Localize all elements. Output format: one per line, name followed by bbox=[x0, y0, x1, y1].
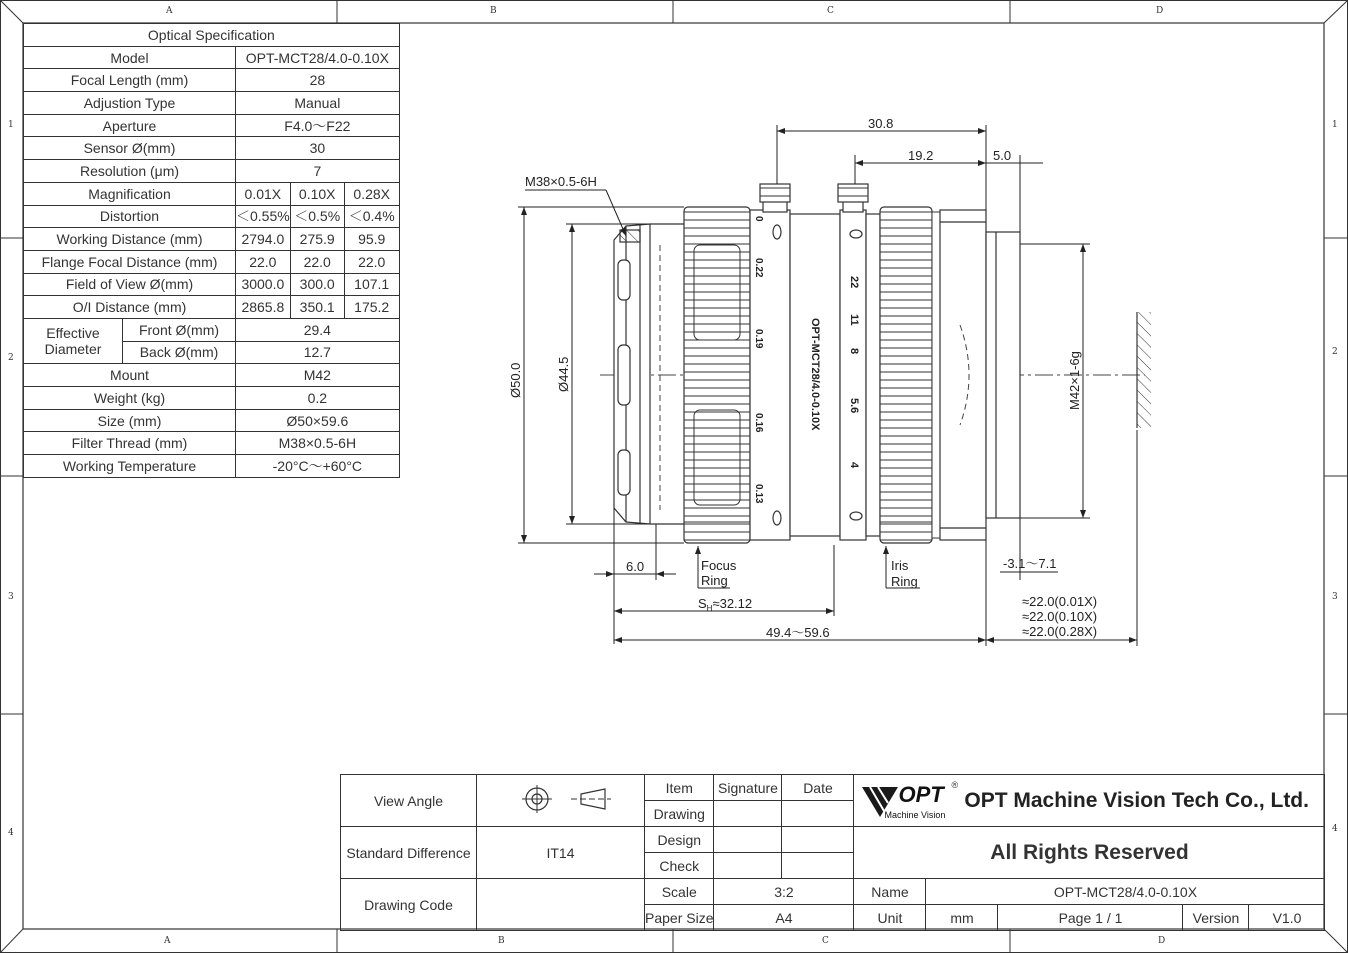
company-cell bbox=[854, 775, 1325, 827]
spec-value: 12.7 bbox=[236, 341, 400, 364]
focus-ring-label: Focus bbox=[701, 558, 737, 573]
spec-value: 0.2 bbox=[236, 387, 400, 410]
zone-col-b-bottom: B bbox=[498, 936, 505, 946]
spec-label: Effective Diameter bbox=[24, 318, 123, 363]
dim-dia-44-5: Ø44.5 bbox=[556, 356, 571, 392]
spec-label: Filter Thread (mm) bbox=[24, 432, 236, 455]
page-value: Page 1 / 1 bbox=[998, 905, 1183, 931]
unit-label: Unit bbox=[854, 905, 926, 931]
spec-title: Optical Specification bbox=[24, 24, 400, 47]
opt-logo bbox=[860, 780, 960, 822]
spec-label: Working Distance (mm) bbox=[24, 228, 236, 251]
item-label: Item bbox=[645, 775, 714, 801]
name-value: OPT-MCT28/4.0-0.10X bbox=[926, 879, 1325, 905]
spec-label: Model bbox=[24, 46, 236, 69]
spec-label: Sensor Ø(mm) bbox=[24, 137, 236, 160]
rear-barrel bbox=[940, 210, 1020, 540]
spec-label: Field of View Ø(mm) bbox=[24, 273, 236, 296]
image-plane bbox=[1137, 312, 1151, 428]
spec-value: 175.2 bbox=[344, 296, 399, 319]
iris-ring bbox=[866, 207, 940, 543]
lens-body bbox=[790, 184, 868, 540]
dim-19-2: 19.2 bbox=[908, 148, 934, 163]
spec-value: 29.4 bbox=[236, 318, 400, 341]
zone-col-d-bottom: D bbox=[1158, 936, 1166, 946]
design-date bbox=[782, 827, 854, 853]
dim-ffd-1: ≈22.0(0.01X) bbox=[1022, 594, 1098, 609]
dim-thread-front: M38×0.5-6H bbox=[525, 174, 597, 189]
front-ring bbox=[614, 224, 684, 524]
spec-label: Focal Length (mm) bbox=[24, 69, 236, 92]
signature-label: Signature bbox=[714, 775, 782, 801]
check-signature bbox=[714, 853, 782, 879]
zone-col-c-bottom: C bbox=[822, 936, 829, 946]
spec-label: Adjustion Type bbox=[24, 92, 236, 115]
spec-value: ＜0.5% bbox=[290, 205, 344, 228]
dim-dia-50: Ø50.0 bbox=[508, 362, 523, 398]
opt-logo-sub: Machine Vision bbox=[884, 809, 946, 820]
focus-scale-mark: 0.19 bbox=[753, 329, 764, 349]
spec-label: Distortion bbox=[24, 205, 236, 228]
std-diff-value: IT14 bbox=[477, 827, 645, 879]
spec-value: 0.01X bbox=[236, 182, 291, 205]
projection-symbol-icon bbox=[511, 784, 611, 814]
zone-row-1-left: 1 bbox=[8, 120, 14, 130]
zone-col-d-top: D bbox=[1156, 6, 1164, 16]
spec-label: O/I Distance (mm) bbox=[24, 296, 236, 319]
spec-value: 95.9 bbox=[344, 228, 399, 251]
zone-row-2-right: 2 bbox=[1332, 347, 1338, 357]
zone-col-c-top: C bbox=[827, 6, 834, 16]
dim-6-0: 6.0 bbox=[626, 559, 645, 574]
view-angle-label: View Angle bbox=[341, 775, 477, 827]
company-name: OPT Machine Vision Tech Co., Ltd. bbox=[964, 788, 1309, 812]
zone-row-4-left: 4 bbox=[8, 828, 14, 838]
iris-scale-mark: 5.6 bbox=[848, 398, 860, 414]
drawing-code-label: Drawing Code bbox=[341, 879, 477, 931]
dim-sh-val: ≈32.12 bbox=[712, 596, 753, 611]
spec-value: M38×0.5-6H bbox=[236, 432, 400, 455]
iris-ring-label-2: Ring bbox=[891, 574, 918, 589]
drawing-date bbox=[782, 801, 854, 827]
zone-row-4-right: 4 bbox=[1332, 824, 1338, 834]
dim-ffd-2: ≈22.0(0.10X) bbox=[1022, 609, 1098, 624]
dim-sh-sub: H bbox=[706, 604, 713, 613]
spec-value: 2794.0 bbox=[236, 228, 291, 251]
spec-value: 0.28X bbox=[344, 182, 399, 205]
zone-row-3-left: 3 bbox=[8, 592, 14, 602]
spec-value: 275.9 bbox=[290, 228, 344, 251]
std-diff-label: Standard Difference bbox=[341, 827, 477, 879]
design-label: Design bbox=[645, 827, 714, 853]
spec-value: 0.10X bbox=[290, 182, 344, 205]
spec-value: 3000.0 bbox=[236, 273, 291, 296]
scale-label: Scale bbox=[645, 879, 714, 905]
focus-scale-mark: 0.13 bbox=[753, 484, 764, 504]
spec-label: Back Ø(mm) bbox=[123, 341, 236, 364]
scale-value: 3:2 bbox=[714, 879, 854, 905]
zone-row-1-right: 1 bbox=[1332, 120, 1338, 130]
spec-label: Size (mm) bbox=[24, 409, 236, 432]
zone-row-3-right: 3 bbox=[1332, 592, 1338, 602]
zone-col-b-top: B bbox=[490, 6, 497, 16]
spec-value: 22.0 bbox=[290, 250, 344, 273]
date-label: Date bbox=[782, 775, 854, 801]
iris-ring-label: Iris bbox=[891, 558, 909, 573]
spec-label: Front Ø(mm) bbox=[123, 318, 236, 341]
view-angle-symbol bbox=[477, 775, 645, 827]
check-date bbox=[782, 853, 854, 879]
iris-scale-mark: 8 bbox=[848, 348, 860, 355]
spec-label: Working Temperature bbox=[24, 455, 236, 478]
unit-value: mm bbox=[926, 905, 998, 931]
dim-ffd-3: ≈22.0(0.28X) bbox=[1022, 624, 1098, 639]
spec-value: 2865.8 bbox=[236, 296, 291, 319]
registered-mark: ® bbox=[951, 779, 959, 790]
spec-label: Flange Focal Distance (mm) bbox=[24, 250, 236, 273]
spec-value: 30 bbox=[236, 137, 400, 160]
version-label: Version bbox=[1183, 905, 1249, 931]
spec-value: 300.0 bbox=[290, 273, 344, 296]
iris-scale-mark: 11 bbox=[848, 314, 860, 326]
paper-value: A4 bbox=[714, 905, 854, 931]
spec-label: Mount bbox=[24, 364, 236, 387]
focus-ring bbox=[684, 207, 750, 543]
dim-mount-thread: M42×1-6g bbox=[1067, 351, 1082, 410]
zone-row-2-left: 2 bbox=[8, 353, 14, 363]
spec-label: Magnification bbox=[24, 182, 236, 205]
focus-scale-mark: 0.22 bbox=[753, 258, 764, 278]
spec-value: 22.0 bbox=[236, 250, 291, 273]
spec-value: 107.1 bbox=[344, 273, 399, 296]
spec-value: 7 bbox=[236, 160, 400, 183]
dim-3-1-7-1: -3.1～7.1 bbox=[1003, 556, 1057, 571]
drawing-label: Drawing bbox=[645, 801, 714, 827]
spec-value: Manual bbox=[236, 92, 400, 115]
rights-text: All Rights Reserved bbox=[854, 827, 1325, 879]
spec-value: F4.0～F22 bbox=[236, 114, 400, 137]
zone-col-a-top: A bbox=[166, 6, 173, 16]
spec-value: M42 bbox=[236, 364, 400, 387]
design-signature bbox=[714, 827, 782, 853]
drawing-signature bbox=[714, 801, 782, 827]
iris-scale-mark: 22 bbox=[848, 276, 860, 289]
drawing-code-value bbox=[477, 879, 645, 931]
dim-overall: 49.4～59.6 bbox=[766, 625, 830, 640]
spec-value: ＜0.55% bbox=[236, 205, 291, 228]
spec-value: 28 bbox=[236, 69, 400, 92]
opt-logo-text: OPT bbox=[898, 781, 944, 807]
focus-ring-label-2: Ring bbox=[701, 573, 728, 588]
zone-col-a-bottom: A bbox=[164, 936, 171, 946]
spec-value: Ø50×59.6 bbox=[236, 409, 400, 432]
name-label: Name bbox=[854, 879, 926, 905]
dim-30-8: 30.8 bbox=[868, 116, 894, 131]
dim-5-0: 5.0 bbox=[993, 148, 1012, 163]
spec-label: Aperture bbox=[24, 114, 236, 137]
lens-model-marking: OPT-MCT28/4.0-0.10X bbox=[809, 318, 821, 431]
iris-scale-mark: 4 bbox=[848, 462, 860, 469]
check-label: Check bbox=[645, 853, 714, 879]
spec-label: Weight (kg) bbox=[24, 387, 236, 410]
focus-scale-mark: 0.16 bbox=[753, 413, 764, 433]
spec-value: 350.1 bbox=[290, 296, 344, 319]
spec-value: OPT-MCT28/4.0-0.10X bbox=[236, 46, 400, 69]
dim-sh bbox=[698, 596, 752, 613]
version-value: V1.0 bbox=[1249, 905, 1325, 931]
paper-label: Paper Size bbox=[645, 905, 714, 931]
dim-sh-s: S bbox=[698, 596, 707, 611]
spec-label: Resolution (μm) bbox=[24, 160, 236, 183]
title-block bbox=[340, 774, 1325, 931]
spec-value: ＜0.4% bbox=[344, 205, 399, 228]
spec-value: -20°C～+60°C bbox=[236, 455, 400, 478]
focus-scale-top: 0 bbox=[753, 216, 764, 222]
spec-value: 22.0 bbox=[344, 250, 399, 273]
